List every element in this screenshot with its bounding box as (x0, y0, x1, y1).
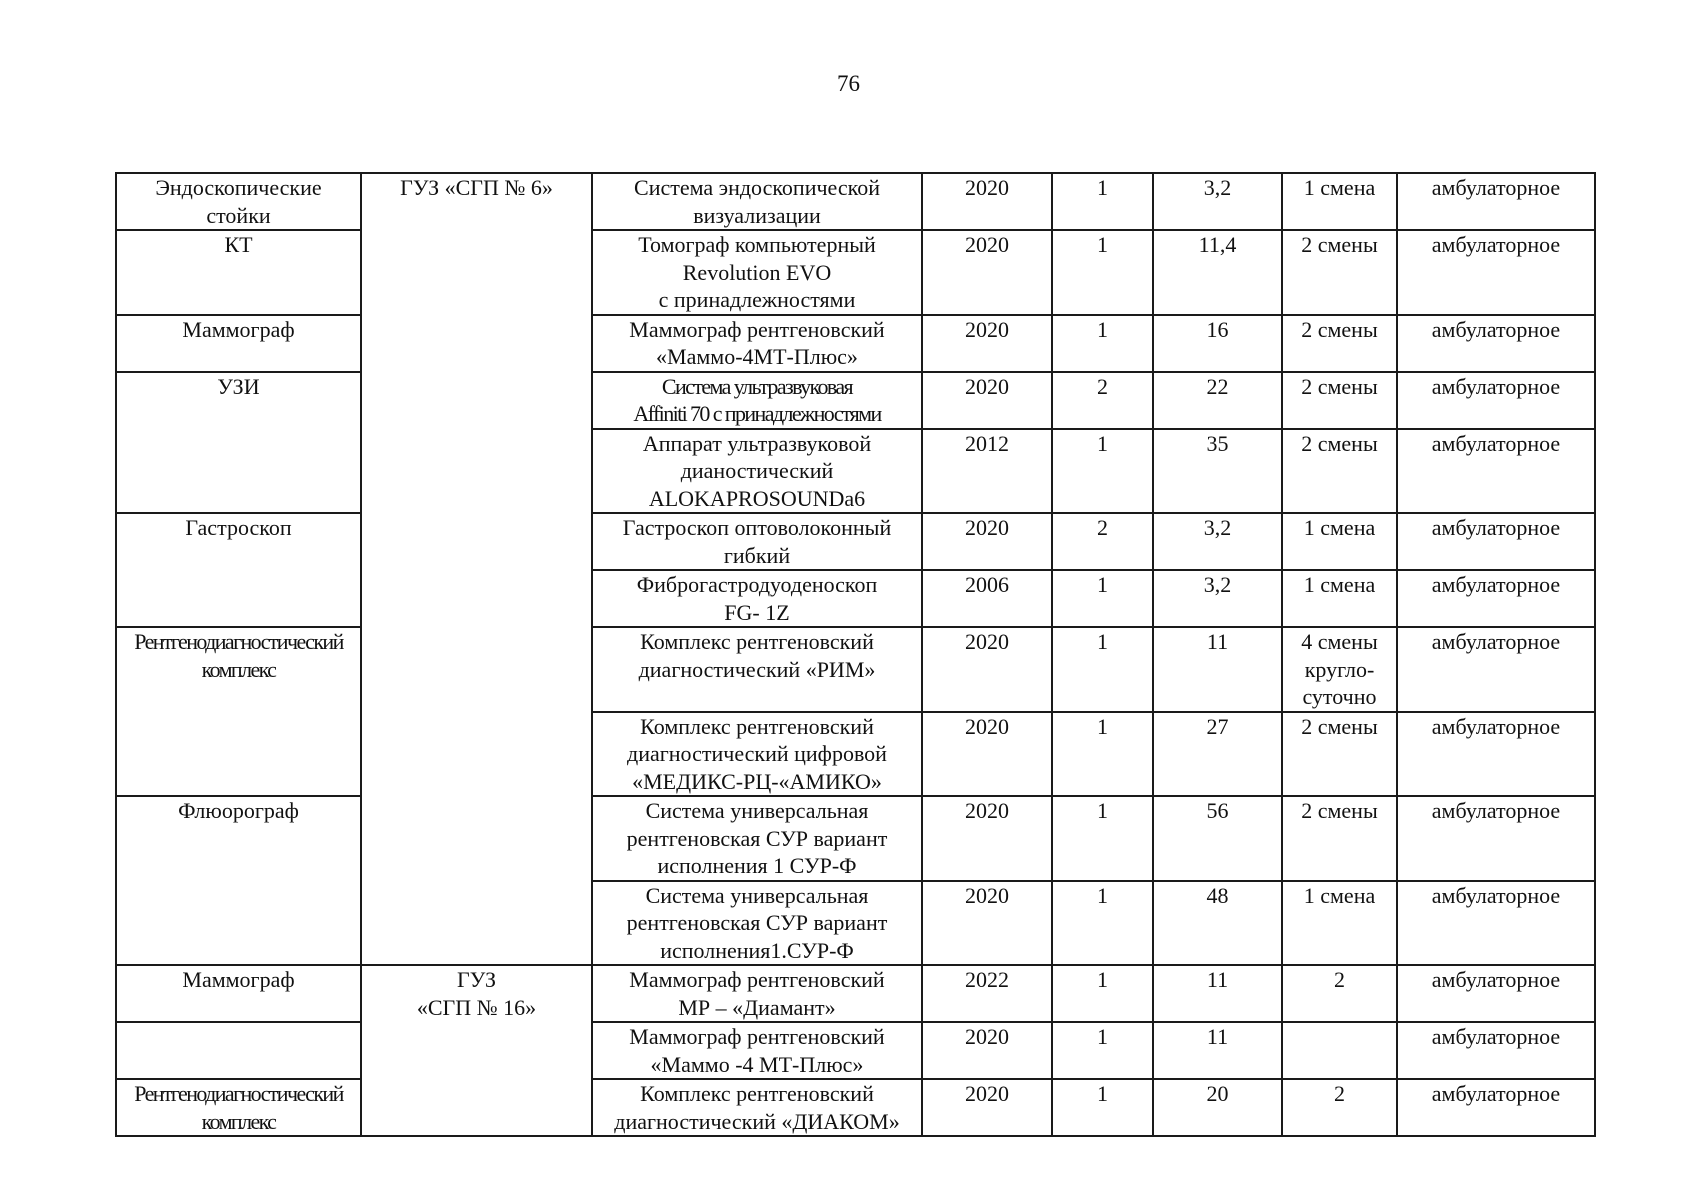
equipment-type-cell: Рентгенодиагностический комплекс (116, 627, 361, 796)
year-cell: 2020 (922, 230, 1052, 315)
load-cell: 16 (1153, 315, 1282, 372)
shifts-cell (1282, 1022, 1397, 1079)
shifts-cell: 2 смены (1282, 429, 1397, 514)
quantity-cell: 1 (1052, 881, 1153, 966)
shifts-cell: 2 смены (1282, 372, 1397, 429)
load-cell: 20 (1153, 1079, 1282, 1136)
year-cell: 2020 (922, 796, 1052, 881)
quantity-cell: 1 (1052, 627, 1153, 712)
mode-cell: амбулаторное (1397, 315, 1595, 372)
equipment-type-cell: Эндоскопические стойки (116, 173, 361, 230)
year-cell: 2020 (922, 1022, 1052, 1079)
equipment-type-cell: Маммограф (116, 965, 361, 1022)
load-cell: 3,2 (1153, 513, 1282, 570)
equipment-model-cell: Комплекс рентгеновский диагностический цифровой «МЕДИКС-РЦ-«АМИКО» (592, 712, 922, 797)
shifts-cell: 1 смена (1282, 513, 1397, 570)
quantity-cell: 1 (1052, 429, 1153, 514)
mode-cell: амбулаторное (1397, 513, 1595, 570)
load-cell: 56 (1153, 796, 1282, 881)
equipment-type-cell: Рентгенодиагностический комплекс (116, 1079, 361, 1136)
equipment-type-cell: Маммограф (116, 315, 361, 372)
organization-cell: ГУЗ «СГП № 6» (361, 173, 592, 965)
year-cell: 2022 (922, 965, 1052, 1022)
year-cell: 2020 (922, 372, 1052, 429)
equipment-type-cell: УЗИ (116, 372, 361, 514)
quantity-cell: 1 (1052, 712, 1153, 797)
table-row (116, 230, 1595, 315)
mode-cell: амбулаторное (1397, 881, 1595, 966)
table-row (116, 173, 1595, 230)
shifts-cell: 1 смена (1282, 570, 1397, 627)
equipment-model-cell: Комплекс рентгеновский диагностический «РИМ» (592, 627, 922, 712)
load-cell: 35 (1153, 429, 1282, 514)
shifts-cell: 2 смены (1282, 796, 1397, 881)
page-number: 76 (837, 71, 860, 96)
table-row (116, 372, 1595, 429)
equipment-model-cell: Система универсальная рентгеновская СУР вариант исполнения 1 СУР-Ф (592, 796, 922, 881)
table-row (116, 1022, 1595, 1079)
shifts-cell: 2 (1282, 965, 1397, 1022)
mode-cell: амбулаторное (1397, 570, 1595, 627)
equipment-type-cell: Гастроскоп (116, 513, 361, 627)
equipment-model-cell: Система эндоскопической визуализации (592, 173, 922, 230)
equipment-model-cell: Аппарат ультразвуковой дианостический ALOKAPROSOUNDa6 (592, 429, 922, 514)
year-cell: 2006 (922, 570, 1052, 627)
quantity-cell: 1 (1052, 315, 1153, 372)
equipment-type-cell (116, 1022, 361, 1079)
quantity-cell: 1 (1052, 965, 1153, 1022)
quantity-cell: 1 (1052, 1022, 1153, 1079)
mode-cell: амбулаторное (1397, 429, 1595, 514)
load-cell: 3,2 (1153, 173, 1282, 230)
shifts-cell: 1 смена (1282, 173, 1397, 230)
table-row (116, 513, 1595, 570)
equipment-table (115, 172, 1596, 1137)
mode-cell: амбулаторное (1397, 712, 1595, 797)
load-cell: 11 (1153, 627, 1282, 712)
load-cell: 11 (1153, 1022, 1282, 1079)
year-cell: 2020 (922, 881, 1052, 966)
year-cell: 2020 (922, 513, 1052, 570)
shifts-cell: 2 (1282, 1079, 1397, 1136)
table-row (116, 1079, 1595, 1136)
equipment-model-cell: Фиброгастродуоденоскоп FG- 1Z (592, 570, 922, 627)
year-cell: 2020 (922, 315, 1052, 372)
quantity-cell: 2 (1052, 372, 1153, 429)
equipment-model-cell: Маммограф рентгеновский «Маммо-4МТ-Плюс» (592, 315, 922, 372)
load-cell: 3,2 (1153, 570, 1282, 627)
load-cell: 11 (1153, 965, 1282, 1022)
load-cell: 27 (1153, 712, 1282, 797)
quantity-cell: 2 (1052, 513, 1153, 570)
table-row (116, 627, 1595, 712)
table-row (116, 796, 1595, 881)
mode-cell: амбулаторное (1397, 796, 1595, 881)
table-row (116, 965, 1595, 1022)
year-cell: 2012 (922, 429, 1052, 514)
load-cell: 11,4 (1153, 230, 1282, 315)
equipment-model-cell: Маммограф рентгеновский «Маммо -4 МТ-Плюс» (592, 1022, 922, 1079)
equipment-model-cell: Система ультразвуковая Affiniti 70 с принадлежностями (592, 372, 922, 429)
shifts-cell: 2 смены (1282, 712, 1397, 797)
year-cell: 2020 (922, 173, 1052, 230)
table-row (116, 315, 1595, 372)
equipment-type-cell: КТ (116, 230, 361, 315)
year-cell: 2020 (922, 712, 1052, 797)
mode-cell: амбулаторное (1397, 230, 1595, 315)
load-cell: 22 (1153, 372, 1282, 429)
equipment-model-cell: Система универсальная рентгеновская СУР вариант исполнения1.СУР-Ф (592, 881, 922, 966)
load-cell: 48 (1153, 881, 1282, 966)
equipment-model-cell: Маммограф рентгеновский МР – «Диамант» (592, 965, 922, 1022)
quantity-cell: 1 (1052, 230, 1153, 315)
shifts-cell: 4 смены кругло- суточно (1282, 627, 1397, 712)
shifts-cell: 1 смена (1282, 881, 1397, 966)
mode-cell: амбулаторное (1397, 965, 1595, 1022)
mode-cell: амбулаторное (1397, 1079, 1595, 1136)
year-cell: 2020 (922, 1079, 1052, 1136)
mode-cell: амбулаторное (1397, 372, 1595, 429)
quantity-cell: 1 (1052, 173, 1153, 230)
equipment-type-cell: Флюорограф (116, 796, 361, 965)
year-cell: 2020 (922, 627, 1052, 712)
quantity-cell: 1 (1052, 1079, 1153, 1136)
shifts-cell: 2 смены (1282, 315, 1397, 372)
quantity-cell: 1 (1052, 570, 1153, 627)
shifts-cell: 2 смены (1282, 230, 1397, 315)
organization-cell: ГУЗ «СГП № 16» (361, 965, 592, 1136)
mode-cell: амбулаторное (1397, 1022, 1595, 1079)
equipment-model-cell: Гастроскоп оптоволоконный гибкий (592, 513, 922, 570)
mode-cell: амбулаторное (1397, 173, 1595, 230)
equipment-model-cell: Комплекс рентгеновский диагностический «ДИАКОМ» (592, 1079, 922, 1136)
quantity-cell: 1 (1052, 796, 1153, 881)
equipment-model-cell: Томограф компьютерный Revolution EVO с принадлежностями (592, 230, 922, 315)
mode-cell: амбулаторное (1397, 627, 1595, 712)
